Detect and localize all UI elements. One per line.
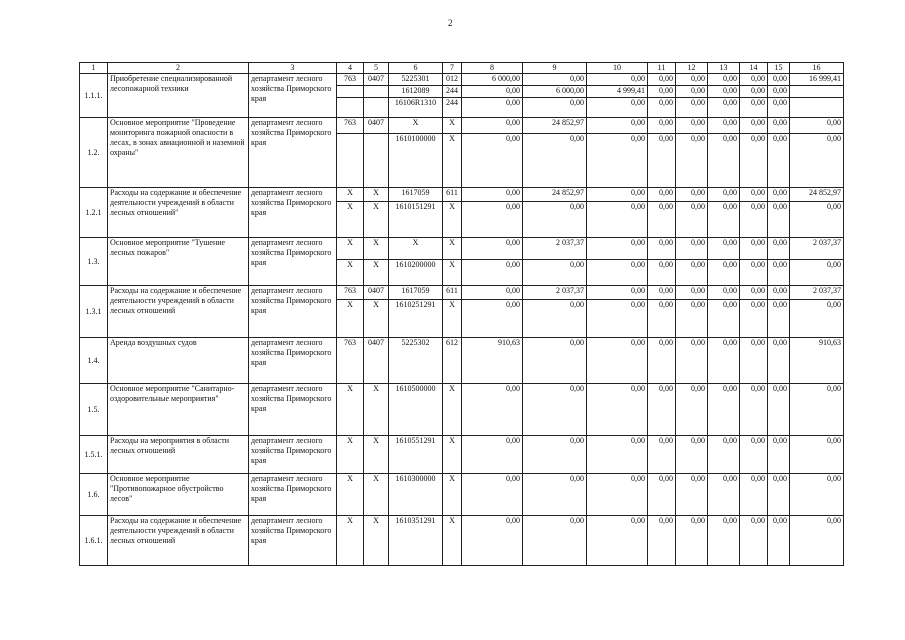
value-cell-col-8: 0,00 bbox=[462, 384, 523, 436]
row-responsible-cell: департамент лесного хозяйства Приморского края bbox=[249, 74, 337, 118]
value-cell-col-10: 0,00 bbox=[587, 98, 648, 118]
value-cell-col-16: 2 037,37 bbox=[790, 238, 844, 260]
grbs-cell: X bbox=[337, 260, 364, 286]
target-article-cell: 1610151291 bbox=[389, 202, 443, 238]
value-cell-col-11: 0,00 bbox=[648, 188, 676, 202]
value-cell-col-8: 910,63 bbox=[462, 338, 523, 384]
budget-table bbox=[79, 62, 844, 566]
grbs-cell: X bbox=[337, 188, 364, 202]
value-cell-col-14: 0,00 bbox=[740, 86, 768, 98]
target-article-cell: X bbox=[389, 238, 443, 260]
table-row bbox=[80, 238, 844, 260]
row-name-cell: Расходы на содержание и обеспечение деятельности учреждений в области лесных отношений bbox=[108, 516, 249, 566]
value-cell-col-11: 0,00 bbox=[648, 260, 676, 286]
value-cell-col-16: 0,00 bbox=[790, 384, 844, 436]
value-cell-col-8: 0,00 bbox=[462, 118, 523, 134]
target-article-cell: 1610551291 bbox=[389, 436, 443, 474]
value-cell-col-8: 6 000,00 bbox=[462, 74, 523, 86]
value-cell-col-12: 0,00 bbox=[676, 74, 708, 86]
value-cell-col-15: 0,00 bbox=[768, 86, 790, 98]
value-cell-col-9: 6 000,00 bbox=[523, 86, 587, 98]
section-cell bbox=[364, 134, 389, 188]
value-cell-col-9: 0,00 bbox=[523, 202, 587, 238]
column-number-1: 1 bbox=[80, 63, 108, 74]
row-name-cell: Основное мероприятие "Санитарно-оздоровительные мероприятия" bbox=[108, 384, 249, 436]
grbs-cell: X bbox=[337, 300, 364, 338]
value-cell-col-11: 0,00 bbox=[648, 516, 676, 566]
value-cell-col-14: 0,00 bbox=[740, 188, 768, 202]
value-cell-col-13: 0,00 bbox=[708, 134, 740, 188]
value-cell-col-14: 0,00 bbox=[740, 98, 768, 118]
table-row bbox=[80, 286, 844, 300]
value-cell-col-11: 0,00 bbox=[648, 474, 676, 516]
row-code-cell: 1.3. bbox=[80, 238, 108, 286]
row-name-cell: Основное мероприятие "Проведение мониторинга пожарной опасности в лесах, в зонах авиационной и наземной охраны" bbox=[108, 118, 249, 188]
value-cell-col-10: 0,00 bbox=[587, 384, 648, 436]
value-cell-col-12: 0,00 bbox=[676, 188, 708, 202]
column-number-2: 2 bbox=[108, 63, 249, 74]
value-cell-col-8: 0,00 bbox=[462, 260, 523, 286]
table-row bbox=[80, 74, 844, 86]
value-cell-col-16 bbox=[790, 86, 844, 98]
row-code-cell: 1.2.1 bbox=[80, 188, 108, 238]
section-cell: 0407 bbox=[364, 118, 389, 134]
value-cell-col-8: 0,00 bbox=[462, 516, 523, 566]
target-article-cell: 1617059 bbox=[389, 286, 443, 300]
table-row bbox=[80, 384, 844, 436]
value-cell-col-13: 0,00 bbox=[708, 260, 740, 286]
value-cell-col-11: 0,00 bbox=[648, 74, 676, 86]
row-responsible-cell: департамент лесного хозяйства Приморского края bbox=[249, 238, 337, 286]
value-cell-col-16: 24 852,97 bbox=[790, 188, 844, 202]
expense-type-cell: X bbox=[443, 384, 462, 436]
row-code-cell: 1.3.1 bbox=[80, 286, 108, 338]
value-cell-col-8: 0,00 bbox=[462, 86, 523, 98]
value-cell-col-10: 0,00 bbox=[587, 118, 648, 134]
value-cell-col-8: 0,00 bbox=[462, 286, 523, 300]
value-cell-col-15: 0,00 bbox=[768, 474, 790, 516]
value-cell-col-10: 0,00 bbox=[587, 474, 648, 516]
section-cell: X bbox=[364, 516, 389, 566]
row-name-cell: Расходы на содержание и обеспечение деятельности учреждений в области лесных отношений bbox=[108, 286, 249, 338]
value-cell-col-10: 0,00 bbox=[587, 202, 648, 238]
expense-type-cell: 611 bbox=[443, 286, 462, 300]
value-cell-col-15: 0,00 bbox=[768, 338, 790, 384]
value-cell-col-13: 0,00 bbox=[708, 86, 740, 98]
target-article-cell: 1617059 bbox=[389, 188, 443, 202]
row-code-cell: 1.6. bbox=[80, 474, 108, 516]
value-cell-col-16: 0,00 bbox=[790, 436, 844, 474]
target-article-cell: 1610351291 bbox=[389, 516, 443, 566]
value-cell-col-15: 0,00 bbox=[768, 384, 790, 436]
target-article-cell: 1610200000 bbox=[389, 260, 443, 286]
grbs-cell bbox=[337, 86, 364, 98]
section-cell: X bbox=[364, 238, 389, 260]
grbs-cell: X bbox=[337, 474, 364, 516]
value-cell-col-12: 0,00 bbox=[676, 338, 708, 384]
value-cell-col-13: 0,00 bbox=[708, 238, 740, 260]
expense-type-cell: X bbox=[443, 238, 462, 260]
row-responsible-cell: департамент лесного хозяйства Приморского края bbox=[249, 384, 337, 436]
section-cell: X bbox=[364, 474, 389, 516]
target-article-cell: 1610100000 bbox=[389, 134, 443, 188]
value-cell-col-8: 0,00 bbox=[462, 436, 523, 474]
value-cell-col-13: 0,00 bbox=[708, 516, 740, 566]
value-cell-col-10: 0,00 bbox=[587, 300, 648, 338]
value-cell-col-9: 0,00 bbox=[523, 260, 587, 286]
value-cell-col-16: 0,00 bbox=[790, 118, 844, 134]
value-cell-col-9: 2 037,37 bbox=[523, 286, 587, 300]
column-number-12: 12 bbox=[676, 63, 708, 74]
value-cell-col-11: 0,00 bbox=[648, 98, 676, 118]
expense-type-cell: 611 bbox=[443, 188, 462, 202]
expense-type-cell: X bbox=[443, 260, 462, 286]
value-cell-col-12: 0,00 bbox=[676, 98, 708, 118]
column-number-10: 10 bbox=[587, 63, 648, 74]
expense-type-cell: 012 bbox=[443, 74, 462, 86]
column-number-9: 9 bbox=[523, 63, 587, 74]
target-article-cell: 1612089 bbox=[389, 86, 443, 98]
value-cell-col-14: 0,00 bbox=[740, 286, 768, 300]
value-cell-col-12: 0,00 bbox=[676, 474, 708, 516]
section-cell: X bbox=[364, 436, 389, 474]
value-cell-col-15: 0,00 bbox=[768, 516, 790, 566]
expense-type-cell: 612 bbox=[443, 338, 462, 384]
value-cell-col-12: 0,00 bbox=[676, 300, 708, 338]
value-cell-col-8: 0,00 bbox=[462, 134, 523, 188]
column-number-14: 14 bbox=[740, 63, 768, 74]
value-cell-col-12: 0,00 bbox=[676, 384, 708, 436]
table-row bbox=[80, 338, 844, 384]
target-article-cell: 1610251291 bbox=[389, 300, 443, 338]
column-number-6: 6 bbox=[389, 63, 443, 74]
value-cell-col-13: 0,00 bbox=[708, 98, 740, 118]
section-cell: X bbox=[364, 300, 389, 338]
row-code-cell: 1.2. bbox=[80, 118, 108, 188]
row-responsible-cell: департамент лесного хозяйства Приморского края bbox=[249, 474, 337, 516]
row-responsible-cell: департамент лесного хозяйства Приморского края bbox=[249, 436, 337, 474]
value-cell-col-16: 0,00 bbox=[790, 260, 844, 286]
value-cell-col-14: 0,00 bbox=[740, 300, 768, 338]
row-code-cell: 1.4. bbox=[80, 338, 108, 384]
target-article-cell: 5225302 bbox=[389, 338, 443, 384]
value-cell-col-14: 0,00 bbox=[740, 474, 768, 516]
section-cell: 0407 bbox=[364, 286, 389, 300]
grbs-cell: X bbox=[337, 436, 364, 474]
value-cell-col-13: 0,00 bbox=[708, 384, 740, 436]
row-name-cell: Аренда воздушных судов bbox=[108, 338, 249, 384]
value-cell-col-10: 0,00 bbox=[587, 188, 648, 202]
value-cell-col-14: 0,00 bbox=[740, 436, 768, 474]
value-cell-col-13: 0,00 bbox=[708, 286, 740, 300]
expense-type-cell: X bbox=[443, 202, 462, 238]
value-cell-col-10: 0,00 bbox=[587, 516, 648, 566]
value-cell-col-9: 24 852,97 bbox=[523, 188, 587, 202]
section-cell: X bbox=[364, 202, 389, 238]
value-cell-col-12: 0,00 bbox=[676, 238, 708, 260]
value-cell-col-14: 0,00 bbox=[740, 384, 768, 436]
value-cell-col-16: 0,00 bbox=[790, 134, 844, 188]
value-cell-col-12: 0,00 bbox=[676, 202, 708, 238]
value-cell-col-9: 0,00 bbox=[523, 474, 587, 516]
grbs-cell: 763 bbox=[337, 286, 364, 300]
value-cell-col-13: 0,00 bbox=[708, 474, 740, 516]
value-cell-col-10: 0,00 bbox=[587, 338, 648, 384]
grbs-cell: 763 bbox=[337, 338, 364, 384]
value-cell-col-12: 0,00 bbox=[676, 286, 708, 300]
value-cell-col-10: 0,00 bbox=[587, 260, 648, 286]
column-number-3: 3 bbox=[249, 63, 337, 74]
row-responsible-cell: департамент лесного хозяйства Приморского края bbox=[249, 516, 337, 566]
value-cell-col-11: 0,00 bbox=[648, 384, 676, 436]
column-number-13: 13 bbox=[708, 63, 740, 74]
value-cell-col-13: 0,00 bbox=[708, 436, 740, 474]
table-row bbox=[80, 118, 844, 134]
value-cell-col-8: 0,00 bbox=[462, 300, 523, 338]
expense-type-cell: X bbox=[443, 474, 462, 516]
column-number-11: 11 bbox=[648, 63, 676, 74]
value-cell-col-15: 0,00 bbox=[768, 98, 790, 118]
target-article-cell: 1610500000 bbox=[389, 384, 443, 436]
value-cell-col-16: 910,63 bbox=[790, 338, 844, 384]
value-cell-col-15: 0,00 bbox=[768, 260, 790, 286]
value-cell-col-14: 0,00 bbox=[740, 202, 768, 238]
value-cell-col-11: 0,00 bbox=[648, 436, 676, 474]
value-cell-col-13: 0,00 bbox=[708, 118, 740, 134]
value-cell-col-12: 0,00 bbox=[676, 516, 708, 566]
table-row bbox=[80, 474, 844, 516]
value-cell-col-11: 0,00 bbox=[648, 134, 676, 188]
value-cell-col-15: 0,00 bbox=[768, 134, 790, 188]
value-cell-col-15: 0,00 bbox=[768, 436, 790, 474]
grbs-cell: X bbox=[337, 202, 364, 238]
value-cell-col-9: 24 852,97 bbox=[523, 118, 587, 134]
expense-type-cell: X bbox=[443, 300, 462, 338]
column-number-4: 4 bbox=[337, 63, 364, 74]
grbs-cell: X bbox=[337, 516, 364, 566]
value-cell-col-13: 0,00 bbox=[708, 300, 740, 338]
row-responsible-cell: департамент лесного хозяйства Приморского края bbox=[249, 118, 337, 188]
row-code-cell: 1.5. bbox=[80, 384, 108, 436]
value-cell-col-16: 0,00 bbox=[790, 516, 844, 566]
value-cell-col-8: 0,00 bbox=[462, 202, 523, 238]
expense-type-cell: 244 bbox=[443, 86, 462, 98]
value-cell-col-9: 0,00 bbox=[523, 384, 587, 436]
value-cell-col-14: 0,00 bbox=[740, 260, 768, 286]
section-cell: X bbox=[364, 260, 389, 286]
row-code-cell: 1.1.1. bbox=[80, 74, 108, 118]
expense-type-cell: X bbox=[443, 436, 462, 474]
value-cell-col-12: 0,00 bbox=[676, 118, 708, 134]
section-cell bbox=[364, 86, 389, 98]
value-cell-col-12: 0,00 bbox=[676, 436, 708, 474]
target-article-cell: 16106R1310 bbox=[389, 98, 443, 118]
value-cell-col-15: 0,00 bbox=[768, 286, 790, 300]
value-cell-col-16: 0,00 bbox=[790, 300, 844, 338]
expense-type-cell: X bbox=[443, 118, 462, 134]
row-name-cell: Расходы на мероприятия в области лесных отношений bbox=[108, 436, 249, 474]
target-article-cell: 5225301 bbox=[389, 74, 443, 86]
value-cell-col-13: 0,00 bbox=[708, 188, 740, 202]
value-cell-col-11: 0,00 bbox=[648, 238, 676, 260]
value-cell-col-14: 0,00 bbox=[740, 74, 768, 86]
grbs-cell: X bbox=[337, 384, 364, 436]
value-cell-col-10: 0,00 bbox=[587, 74, 648, 86]
row-name-cell: Приобретение специализированной лесопожарной техники bbox=[108, 74, 249, 118]
value-cell-col-10: 0,00 bbox=[587, 134, 648, 188]
value-cell-col-10: 0,00 bbox=[587, 238, 648, 260]
value-cell-col-14: 0,00 bbox=[740, 338, 768, 384]
grbs-cell bbox=[337, 134, 364, 188]
value-cell-col-13: 0,00 bbox=[708, 74, 740, 86]
value-cell-col-14: 0,00 bbox=[740, 134, 768, 188]
value-cell-col-9: 0,00 bbox=[523, 98, 587, 118]
value-cell-col-14: 0,00 bbox=[740, 118, 768, 134]
value-cell-col-16: 16 999,41 bbox=[790, 74, 844, 86]
section-cell: X bbox=[364, 384, 389, 436]
value-cell-col-15: 0,00 bbox=[768, 300, 790, 338]
target-article-cell: 1610300000 bbox=[389, 474, 443, 516]
grbs-cell: 763 bbox=[337, 74, 364, 86]
value-cell-col-9: 0,00 bbox=[523, 300, 587, 338]
value-cell-col-12: 0,00 bbox=[676, 86, 708, 98]
value-cell-col-16: 0,00 bbox=[790, 202, 844, 238]
row-name-cell: Основное мероприятие "Тушение лесных пожаров" bbox=[108, 238, 249, 286]
value-cell-col-11: 0,00 bbox=[648, 300, 676, 338]
grbs-cell: 763 bbox=[337, 118, 364, 134]
table-row bbox=[80, 516, 844, 566]
column-number-7: 7 bbox=[443, 63, 462, 74]
value-cell-col-16: 0,00 bbox=[790, 474, 844, 516]
value-cell-col-15: 0,00 bbox=[768, 118, 790, 134]
value-cell-col-8: 0,00 bbox=[462, 98, 523, 118]
value-cell-col-9: 0,00 bbox=[523, 436, 587, 474]
row-code-cell: 1.5.1. bbox=[80, 436, 108, 474]
row-name-cell: Основное мероприятие "Противопожарное обустройство лесов" bbox=[108, 474, 249, 516]
value-cell-col-15: 0,00 bbox=[768, 74, 790, 86]
value-cell-col-9: 0,00 bbox=[523, 74, 587, 86]
row-name-cell: Расходы на содержание и обеспечение деятельности учреждений в области лесных отношений" bbox=[108, 188, 249, 238]
value-cell-col-9: 0,00 bbox=[523, 516, 587, 566]
value-cell-col-10: 4 999,41 bbox=[587, 86, 648, 98]
section-cell bbox=[364, 98, 389, 118]
value-cell-col-11: 0,00 bbox=[648, 86, 676, 98]
column-number-15: 15 bbox=[768, 63, 790, 74]
row-responsible-cell: департамент лесного хозяйства Приморского края bbox=[249, 286, 337, 338]
section-cell: X bbox=[364, 188, 389, 202]
value-cell-col-11: 0,00 bbox=[648, 286, 676, 300]
value-cell-col-9: 0,00 bbox=[523, 134, 587, 188]
page-number: 2 bbox=[448, 18, 453, 28]
value-cell-col-15: 0,00 bbox=[768, 188, 790, 202]
expense-type-cell: X bbox=[443, 134, 462, 188]
value-cell-col-12: 0,00 bbox=[676, 260, 708, 286]
table-header-row bbox=[80, 63, 844, 74]
section-cell: 0407 bbox=[364, 338, 389, 384]
grbs-cell bbox=[337, 98, 364, 118]
grbs-cell: X bbox=[337, 238, 364, 260]
value-cell-col-11: 0,00 bbox=[648, 118, 676, 134]
value-cell-col-13: 0,00 bbox=[708, 338, 740, 384]
table-row bbox=[80, 436, 844, 474]
value-cell-col-14: 0,00 bbox=[740, 238, 768, 260]
column-number-8: 8 bbox=[462, 63, 523, 74]
value-cell-col-13: 0,00 bbox=[708, 202, 740, 238]
expense-type-cell: 244 bbox=[443, 98, 462, 118]
table-row bbox=[80, 188, 844, 202]
value-cell-col-10: 0,00 bbox=[587, 436, 648, 474]
row-responsible-cell: департамент лесного хозяйства Приморского края bbox=[249, 338, 337, 384]
value-cell-col-16 bbox=[790, 98, 844, 118]
value-cell-col-10: 0,00 bbox=[587, 286, 648, 300]
column-number-5: 5 bbox=[364, 63, 389, 74]
value-cell-col-8: 0,00 bbox=[462, 238, 523, 260]
row-responsible-cell: департамент лесного хозяйства Приморского края bbox=[249, 188, 337, 238]
value-cell-col-11: 0,00 bbox=[648, 202, 676, 238]
value-cell-col-8: 0,00 bbox=[462, 474, 523, 516]
value-cell-col-11: 0,00 bbox=[648, 338, 676, 384]
value-cell-col-9: 2 037,37 bbox=[523, 238, 587, 260]
value-cell-col-8: 0,00 bbox=[462, 188, 523, 202]
row-code-cell: 1.6.1. bbox=[80, 516, 108, 566]
value-cell-col-16: 2 037,37 bbox=[790, 286, 844, 300]
expense-type-cell: X bbox=[443, 516, 462, 566]
column-number-16: 16 bbox=[790, 63, 844, 74]
value-cell-col-15: 0,00 bbox=[768, 202, 790, 238]
value-cell-col-14: 0,00 bbox=[740, 516, 768, 566]
value-cell-col-15: 0,00 bbox=[768, 238, 790, 260]
target-article-cell: X bbox=[389, 118, 443, 134]
section-cell: 0407 bbox=[364, 74, 389, 86]
value-cell-col-12: 0,00 bbox=[676, 134, 708, 188]
value-cell-col-9: 0,00 bbox=[523, 338, 587, 384]
